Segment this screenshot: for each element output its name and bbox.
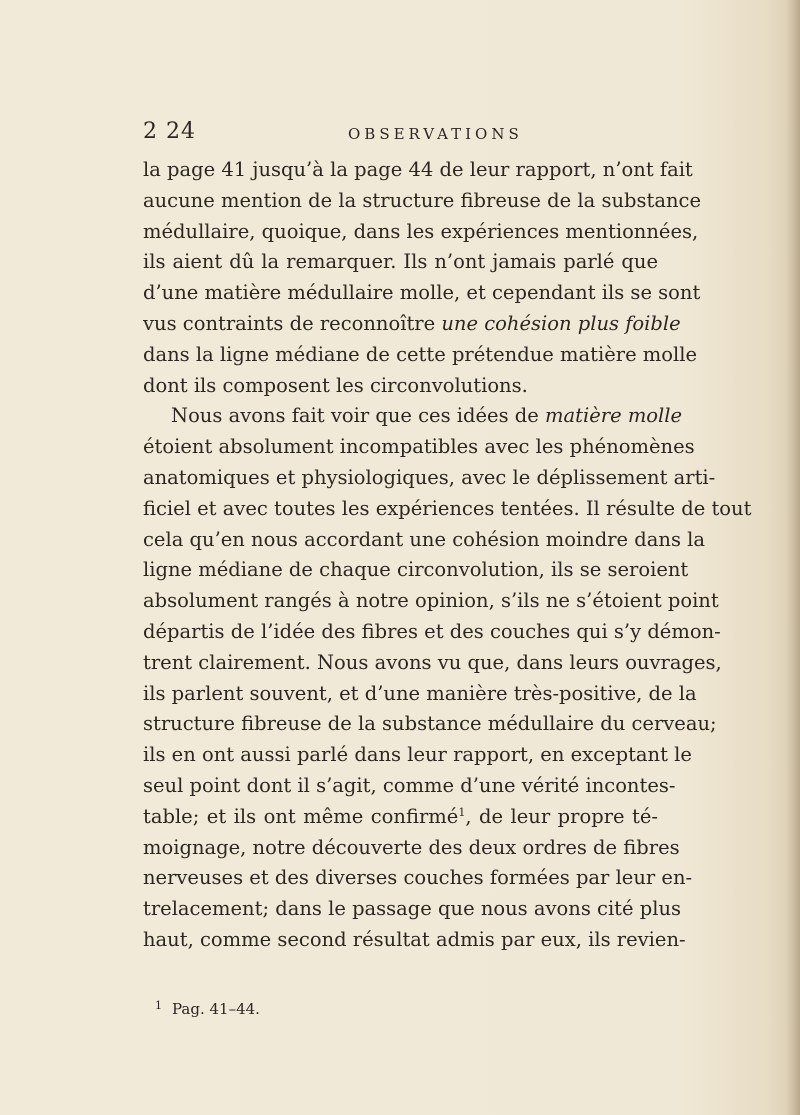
footnote-marker: 1 bbox=[155, 999, 162, 1012]
text-line: dont ils composent les circonvolutions. bbox=[143, 373, 528, 397]
body-text bbox=[143, 155, 752, 956]
text-line: médullaire, quoique, dans les expériences mentionnées, bbox=[143, 219, 699, 243]
text-line: ils aient dû la remarquer. Ils n’ont jamais parlé que bbox=[143, 250, 658, 274]
text-line: absolument rangés à notre opinion, s’ils ne s’étoient point bbox=[143, 589, 719, 613]
text-fragment: d’une matière médullaire molle, et cependant ils se sont bbox=[143, 281, 701, 305]
text-line: ils parlent souvent, et d’une manière très-positive, de la bbox=[143, 681, 697, 705]
text-fragment: table; et ils ont même confirmé bbox=[143, 804, 459, 828]
text-line: seul point dont il s’agit, comme d’une vérité incontes- bbox=[143, 773, 676, 797]
page-edge-shadow bbox=[786, 0, 800, 1115]
text-line: ficiel et avec toutes les expériences tentées. Il résulte de tout bbox=[143, 496, 752, 520]
text-line: haut, comme second résultat admis par eux, ils revien- bbox=[143, 927, 686, 951]
footnote bbox=[155, 1000, 260, 1018]
italic-phrase: une cohésion plus foible bbox=[441, 311, 681, 335]
text-fragment: vus contraints de reconnoître bbox=[143, 311, 436, 335]
footnote-reference: 1 bbox=[458, 805, 466, 819]
text-line: anatomiques et physiologiques, avec le déplissement arti- bbox=[143, 465, 716, 489]
text-line: ligne médiane de chaque circonvolution, ils se seroient bbox=[143, 558, 689, 582]
text-line bbox=[143, 309, 681, 340]
text-line: départis de l’idée des fibres et des couches qui s’y démon- bbox=[143, 619, 721, 643]
running-title: OBSERVATIONS bbox=[348, 125, 523, 143]
text-line bbox=[143, 802, 658, 833]
text-line: trent clairement. Nous avons vu que, dans leurs ouvrages, bbox=[143, 650, 722, 674]
text-line: cela qu’en nous accordant une cohésion moindre dans la bbox=[143, 527, 706, 551]
text-line bbox=[143, 401, 683, 432]
text-line: dans la ligne médiane de cette prétendue matière molle bbox=[143, 342, 698, 366]
running-head bbox=[143, 119, 663, 149]
text-fragment: Nous avons fait voir que ces idées de bbox=[171, 404, 539, 428]
text-line: nerveuses et des diverses couches formées par leur en- bbox=[143, 866, 693, 890]
page-number: 2 24 bbox=[143, 119, 196, 144]
text-line bbox=[143, 278, 701, 309]
text-line: étoient absolument incompatibles avec les phénomènes bbox=[143, 435, 695, 459]
text-line: ils en ont aussi parlé dans leur rapport, en exceptant le bbox=[143, 743, 692, 767]
text-line: trelacement; dans le passage que nous avons cité plus bbox=[143, 897, 682, 921]
text-line: structure fibreuse de la substance médullaire du cerveau; bbox=[143, 712, 717, 736]
text-line: moignage, notre découverte des deux ordres de fibres bbox=[143, 835, 680, 859]
italic-phrase: matière molle bbox=[545, 404, 683, 428]
text-line: aucune mention de la structure fibreuse de la substance bbox=[143, 188, 701, 212]
footnote-text: Pag. 41–44. bbox=[172, 1000, 260, 1018]
text-fragment: , de leur propre té- bbox=[465, 804, 659, 828]
text-line: la page 41 jusqu’à la page 44 de leur rapport, n’ont fait bbox=[143, 158, 693, 181]
